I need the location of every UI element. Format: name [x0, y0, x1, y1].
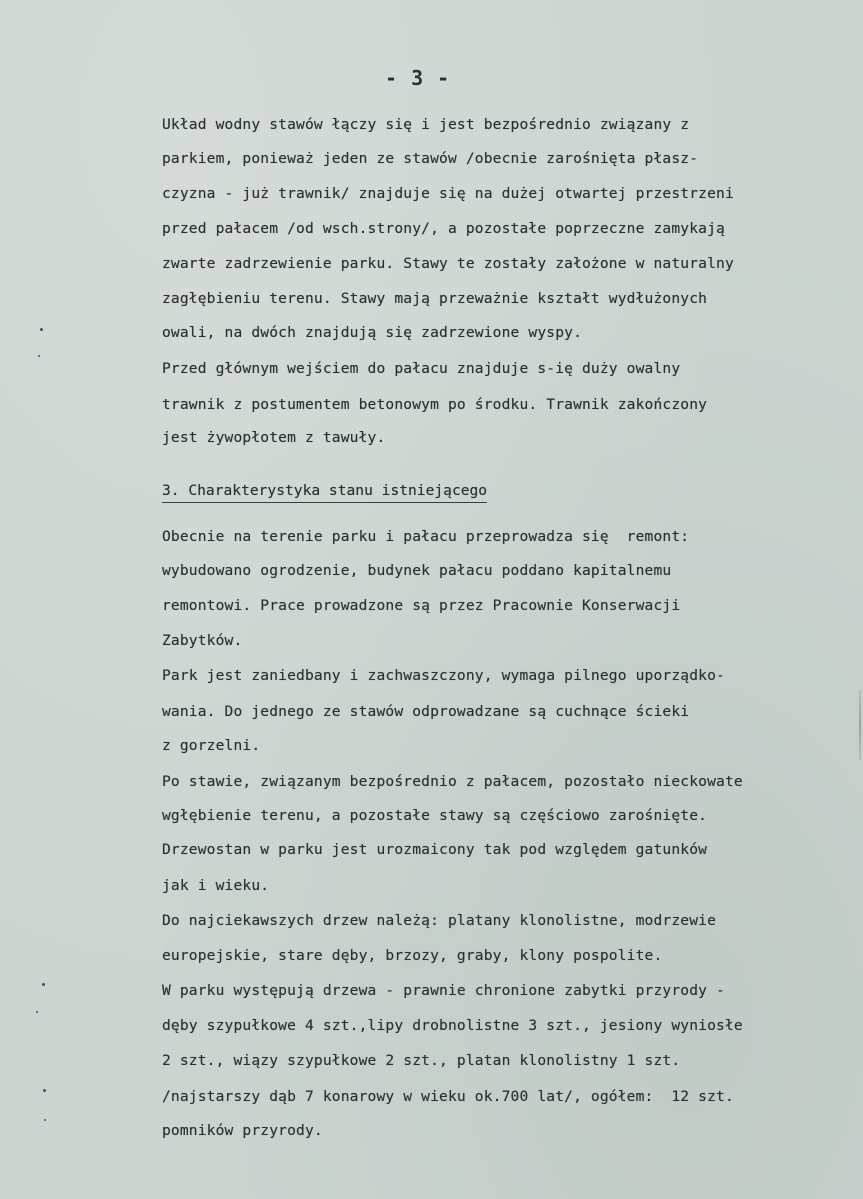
- text-line: wgłębienie terenu, a pozostałe stawy są częściowo zarośnięte.: [162, 807, 708, 824]
- text-line: Do najciekawszych drzew należą: platany klonolistne, modrzewie: [162, 912, 717, 929]
- text-line: parkiem, ponieważ jeden ze stawów /obecnie zarośnięta płasz-: [162, 150, 699, 167]
- text-line: wania. Do jednego ze stawów odprowadzane są cuchnące ścieki: [162, 703, 690, 720]
- text-line: dęby szypułkowe 4 szt.,lipy drobnolistne 3 szt., jesiony wyniosłe: [162, 1017, 743, 1034]
- text-line: europejskie, stare dęby, brzozy, graby, klony pospolite.: [162, 947, 663, 964]
- text-line: Obecnie na terenie parku i pałacu przeprowadza się remont:: [162, 528, 690, 545]
- fold-mark: [859, 690, 861, 760]
- text-line: remontowi. Prace prowadzone są przez Pracownie Konserwacji: [162, 597, 681, 614]
- scan-speck: [42, 983, 45, 986]
- text-line: /najstarszy dąb 7 konarowy w wieku ok.700 lat/, ogółem: 12 szt.: [162, 1088, 734, 1105]
- scan-speck: [40, 328, 43, 331]
- scan-speck: [36, 1011, 38, 1013]
- scan-speck: [44, 1119, 46, 1121]
- text-line: trawnik z postumentem betonowym po środku. Trawnik zakończony: [162, 396, 708, 413]
- scan-speck: [43, 1089, 46, 1092]
- text-line: zagłębieniu terenu. Stawy mają przeważnie kształt wydłużonych: [162, 290, 708, 307]
- text-line: Drzewostan w parku jest urozmaicony tak pod względem gatunków: [162, 841, 708, 858]
- text-line: owali, na dwóch znajdują się zadrzewione wyspy.: [162, 324, 583, 341]
- section-heading: 3. Charakterystyka stanu istniejącego: [162, 484, 487, 503]
- text-line: Przed głównym wejściem do pałacu znajduje s-ię duży owalny: [162, 360, 681, 377]
- text-line: 2 szt., wiązy szypułkowe 2 szt., platan klonolistny 1 szt.: [162, 1052, 681, 1069]
- text-line: z gorzelni.: [162, 737, 261, 754]
- text-line: jak i wieku.: [162, 877, 270, 894]
- text-line: jest żywopłotem z tawuły.: [162, 429, 386, 446]
- text-line: Po stawie, związanym bezpośrednio z pałacem, pozostało nieckowate: [162, 773, 743, 790]
- text-line: pomników przyrody.: [162, 1122, 323, 1139]
- text-line: Układ wodny stawów łączy się i jest bezpośrednio związany z: [162, 116, 690, 133]
- text-line: czyzna - już trawnik/ znajduje się na dużej otwartej przestrzeni: [162, 185, 734, 202]
- text-line: zwarte zadrzewienie parku. Stawy te zostały założone w naturalny: [162, 255, 734, 272]
- page-number: - 3 -: [385, 66, 451, 90]
- text-line: przed pałacem /od wsch.strony/, a pozostałe poprzeczne zamykają: [162, 220, 725, 237]
- scan-speck: [38, 355, 40, 357]
- text-line: Zabytków.: [162, 632, 243, 649]
- text-line: wybudowano ogrodzenie, budynek pałacu poddano kapitalnemu: [162, 562, 672, 579]
- text-line: Park jest zaniedbany i zachwaszczony, wymaga pilnego uporządko-: [162, 667, 725, 684]
- text-line: W parku występują drzewa - prawnie chronione zabytki przyrody -: [162, 982, 725, 999]
